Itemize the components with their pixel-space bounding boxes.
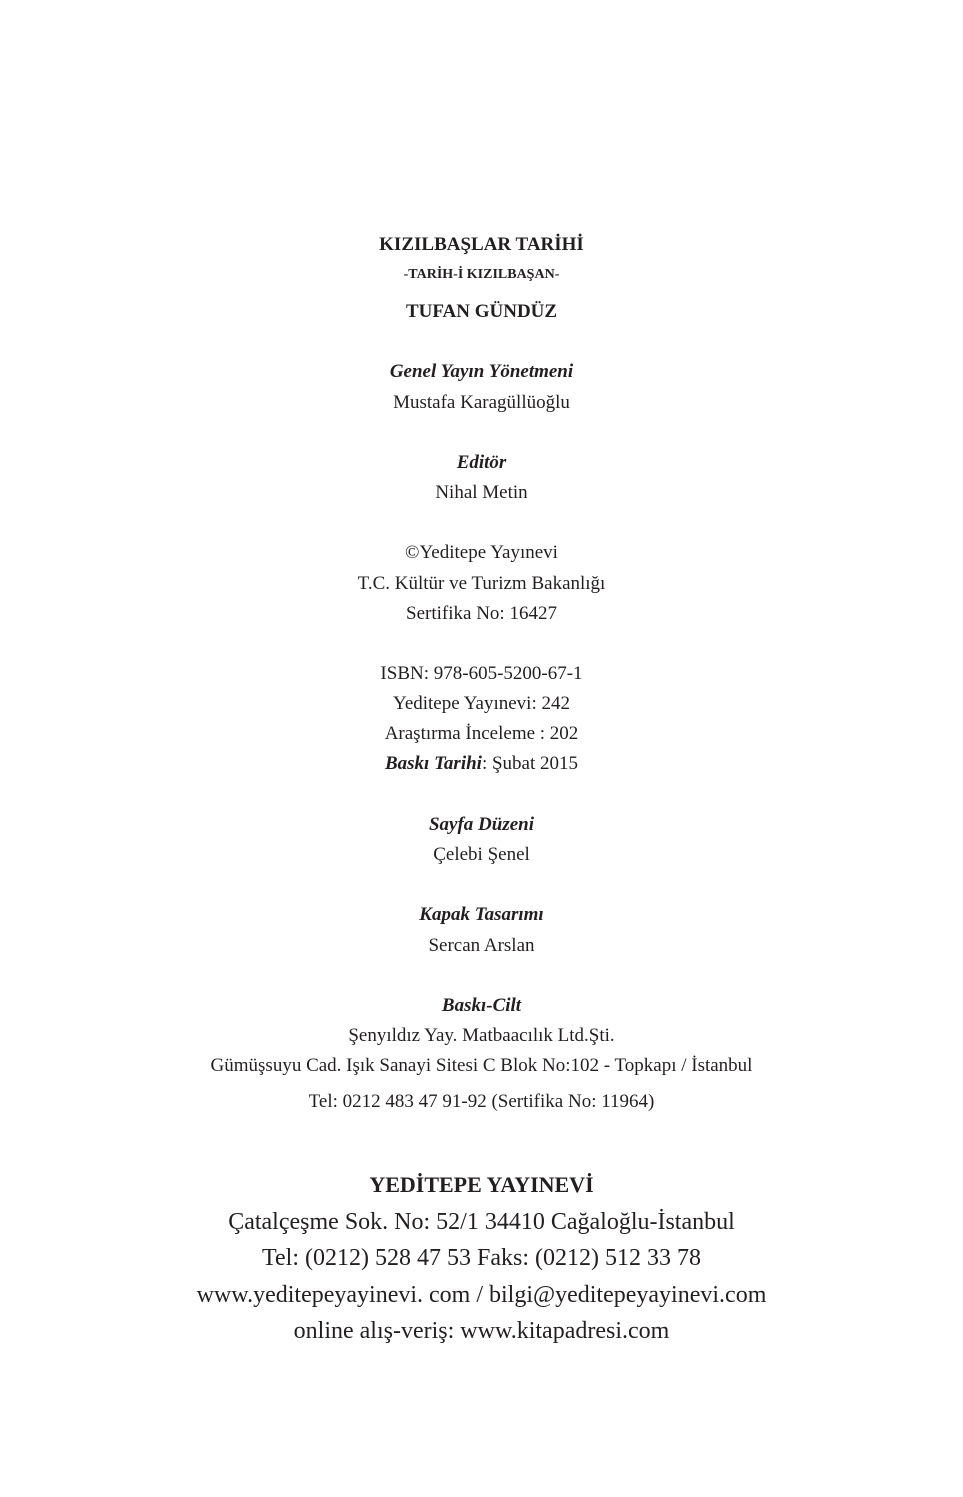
- printing-address: Gümüşsuyu Cad. Işık Sanayi Sitesi C Blok No:102 - Topkapı / İstanbul: [210, 1055, 753, 1076]
- publisher-address: Çatalçeşme Sok. No: 52/1 34410 Cağaloğlu-İstanbul: [228, 1209, 735, 1235]
- printing-label: Baskı-Cilt: [441, 995, 522, 1016]
- isbn: ISBN: 978-605-5200-67-1: [380, 663, 583, 684]
- copyright-holder: ©Yeditepe Yayınevi: [405, 542, 558, 563]
- cover-design-name: Sercan Arslan: [428, 935, 535, 956]
- editor-name: Nihal Metin: [435, 482, 528, 503]
- general-editor-name: Mustafa Karagüllüoğlu: [393, 392, 570, 413]
- copyright-certificate: Sertifika No: 16427: [406, 603, 557, 624]
- general-editor-label: Genel Yayın Yönetmeni: [389, 361, 574, 382]
- copyright-ministry: T.C. Kültür ve Turizm Bakanlığı: [357, 573, 606, 594]
- book-subtitle: -TARİH-İ KIZILBAŞAN-: [403, 267, 560, 282]
- book-author: TUFAN GÜNDÜZ: [405, 301, 558, 322]
- publisher-phone: Tel: (0212) 528 47 53 Faks: (0212) 512 33 78: [262, 1245, 701, 1271]
- print-date-value: : Şubat 2015: [481, 753, 579, 774]
- research-series-number: Araştırma İnceleme : 202: [384, 723, 579, 744]
- printing-company: Şenyıldız Yay. Matbaacılık Ltd.Şti.: [348, 1025, 615, 1046]
- printing-phone: Tel: 0212 483 47 91-92 (Sertifika No: 11964): [308, 1091, 655, 1112]
- publisher-name: YEDİTEPE YAYINEVİ: [369, 1172, 594, 1197]
- book-title: KIZILBAŞLAR TARİHİ: [379, 234, 584, 255]
- editor-label: Editör: [456, 452, 507, 473]
- cover-design-label: Kapak Tasarımı: [419, 904, 544, 925]
- print-date-label: Baskı Tarihi: [384, 753, 482, 774]
- layout-name: Çelebi Şenel: [433, 844, 530, 865]
- layout-label: Sayfa Düzeni: [428, 814, 535, 835]
- print-date: [0, 754, 963, 773]
- publisher-online-shop: online alış-veriş: www.kitapadresi.com: [293, 1318, 670, 1344]
- series-number: Yeditepe Yayınevi: 242: [393, 693, 570, 714]
- publisher-web-email: www.yeditepeyayinevi. com / bilgi@yeditepeyayinevi.com: [196, 1282, 767, 1308]
